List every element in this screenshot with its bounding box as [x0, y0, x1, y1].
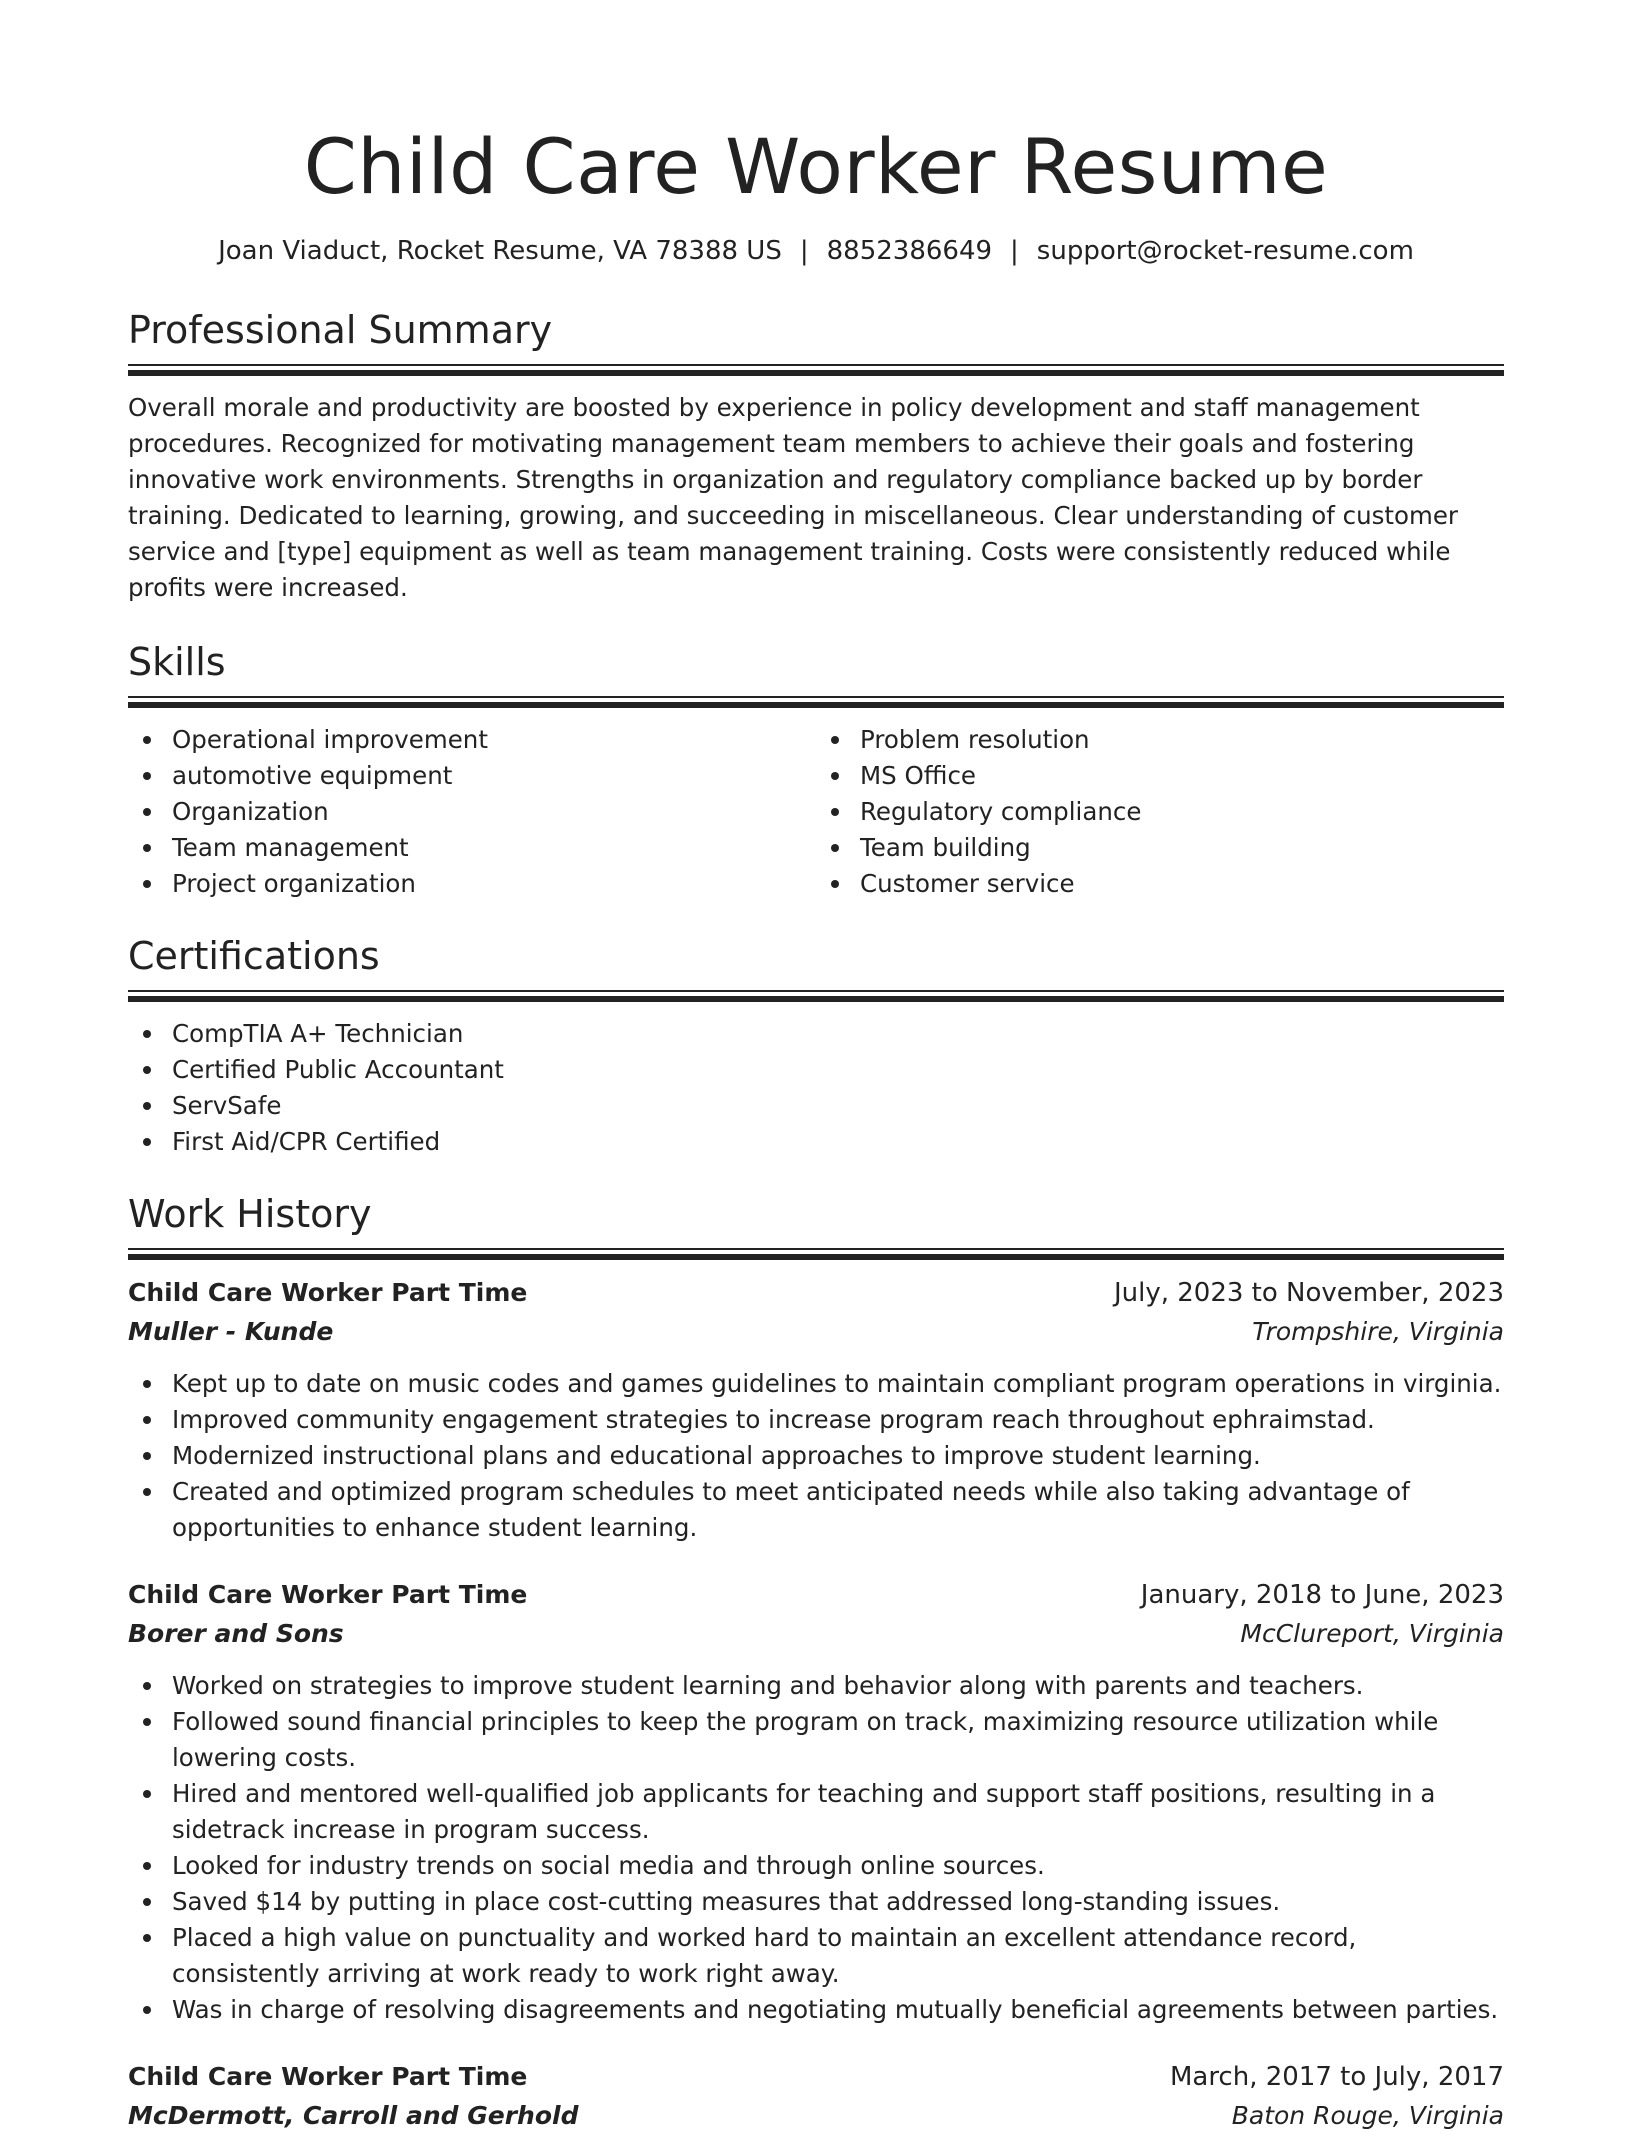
job-header-row — [128, 1274, 1504, 1312]
job-header-row — [128, 1576, 1504, 1614]
contact-line — [128, 234, 1504, 268]
job-title: Child Care Worker Part Time — [128, 1278, 528, 1307]
job-dates: July, 2023 to November, 2023 — [1113, 1278, 1504, 1308]
contact-separator: | — [799, 236, 809, 266]
job-title: Child Care Worker Part Time — [128, 1580, 528, 1609]
job-company-row — [128, 1312, 1504, 1352]
list-item: CompTIA A+ Technician — [172, 1016, 1504, 1052]
list-item: Followed sound financial principles to keep the program on track, maximizing resource utilization while lowering costs. — [172, 1704, 1504, 1776]
list-item: Modernized instructional plans and educational approaches to improve student learning. — [172, 1438, 1504, 1474]
certifications-list — [128, 1016, 1504, 1160]
contact-email[interactable]: support@rocket-resume.com — [1036, 236, 1414, 266]
job-entry — [128, 2058, 1504, 2136]
job-entry — [128, 1274, 1504, 1546]
skills-column-left — [128, 722, 816, 902]
list-item: Project organization — [172, 866, 816, 902]
contact-phone: 8852386649 — [826, 236, 993, 266]
list-item: Hired and mentored well-qualified job applicants for teaching and support staff positions, resulting in a sidetrack increase in program success. — [172, 1776, 1504, 1848]
work-history-heading: Work History — [128, 1192, 372, 1236]
list-item: Saved $14 by putting in place cost-cutting measures that addressed long-standing issues. — [172, 1884, 1504, 1920]
list-item: automotive equipment — [172, 758, 816, 794]
summary-text: Overall morale and productivity are boosted by experience in policy development and staff management procedures. Recognized for motivating management team members to achieve their goals and fostering innovative work environments. Strengths in organization and regulatory compliance backed up by border training. Dedicated to learning, growing, and succeeding in miscellaneous. Clear understanding of customer service and [type] equipment as well as team management training. Costs were consistently reduced while profits were increased. — [128, 393, 1458, 602]
list-item: Was in charge of resolving disagreements and negotiating mutually beneficial agreements between parties. — [172, 1992, 1504, 2028]
section-divider — [128, 696, 1504, 708]
job-location: Baton Rouge, Virginia — [1231, 2101, 1504, 2130]
list-item: Customer service — [860, 866, 1504, 902]
contact-separator: | — [1010, 236, 1019, 266]
skills-list-right — [816, 722, 1504, 902]
list-item: ServSafe — [172, 1088, 1504, 1124]
list-item: Problem resolution — [860, 722, 1504, 758]
list-item: Operational improvement — [172, 722, 816, 758]
job-company: Muller - Kunde — [128, 1317, 334, 1346]
job-company: McDermott, Carroll and Gerhold — [128, 2101, 579, 2130]
skills-grid — [128, 722, 1504, 902]
resume-page — [128, 0, 1504, 2136]
section-divider — [128, 1248, 1504, 1260]
list-item: Looked for industry trends on social media and through online sources. — [172, 1848, 1504, 1884]
skills-heading: Skills — [128, 640, 226, 684]
section-divider — [128, 364, 1504, 376]
job-company-row — [128, 2096, 1504, 2136]
section-divider — [128, 990, 1504, 1002]
job-title: Child Care Worker Part Time — [128, 2062, 528, 2091]
skills-column-right — [816, 722, 1504, 902]
list-item: First Aid/CPR Certified — [172, 1124, 1504, 1160]
job-dates: March, 2017 to July, 2017 — [1169, 2062, 1504, 2092]
job-header-row — [128, 2058, 1504, 2096]
list-item: Kept up to date on music codes and games guidelines to maintain compliant program operations in virginia. — [172, 1366, 1504, 1402]
summary-heading: Professional Summary — [128, 308, 553, 352]
list-item: Regulatory compliance — [860, 794, 1504, 830]
job-entry — [128, 1576, 1504, 2028]
job-company-row — [128, 1614, 1504, 1654]
certifications-section — [128, 932, 1504, 1160]
skills-section — [128, 638, 1504, 902]
job-bullets — [128, 1366, 1504, 1546]
summary-section — [128, 306, 1504, 606]
list-item: Team building — [860, 830, 1504, 866]
list-item: Team management — [172, 830, 816, 866]
skills-list-left — [128, 722, 816, 902]
list-item: Created and optimized program schedules to meet anticipated needs while also taking advantage of opportunities to enhance student learning. — [172, 1474, 1504, 1546]
job-dates: January, 2018 to June, 2023 — [1140, 1580, 1504, 1610]
contact-address: Joan Viaduct, Rocket Resume, VA 78388 US — [218, 236, 782, 266]
list-item: Placed a high value on punctuality and worked hard to maintain an excellent attendance record, consistently arriving at work ready to work right away. — [172, 1920, 1504, 1992]
list-item: Improved community engagement strategies to increase program reach throughout ephraimstad. — [172, 1402, 1504, 1438]
job-bullets — [128, 1668, 1504, 2028]
certifications-heading: Certifications — [128, 934, 380, 978]
job-location: Trompshire, Virginia — [1252, 1317, 1504, 1346]
list-item: Worked on strategies to improve student learning and behavior along with parents and teachers. — [172, 1668, 1504, 1704]
job-company: Borer and Sons — [128, 1619, 344, 1648]
work-history-section — [128, 1190, 1504, 2136]
list-item: Organization — [172, 794, 816, 830]
list-item: MS Office — [860, 758, 1504, 794]
resume-title: Child Care Worker Resume — [303, 122, 1329, 211]
list-item: Certified Public Accountant — [172, 1052, 1504, 1088]
job-location: McClureport, Virginia — [1240, 1619, 1504, 1648]
